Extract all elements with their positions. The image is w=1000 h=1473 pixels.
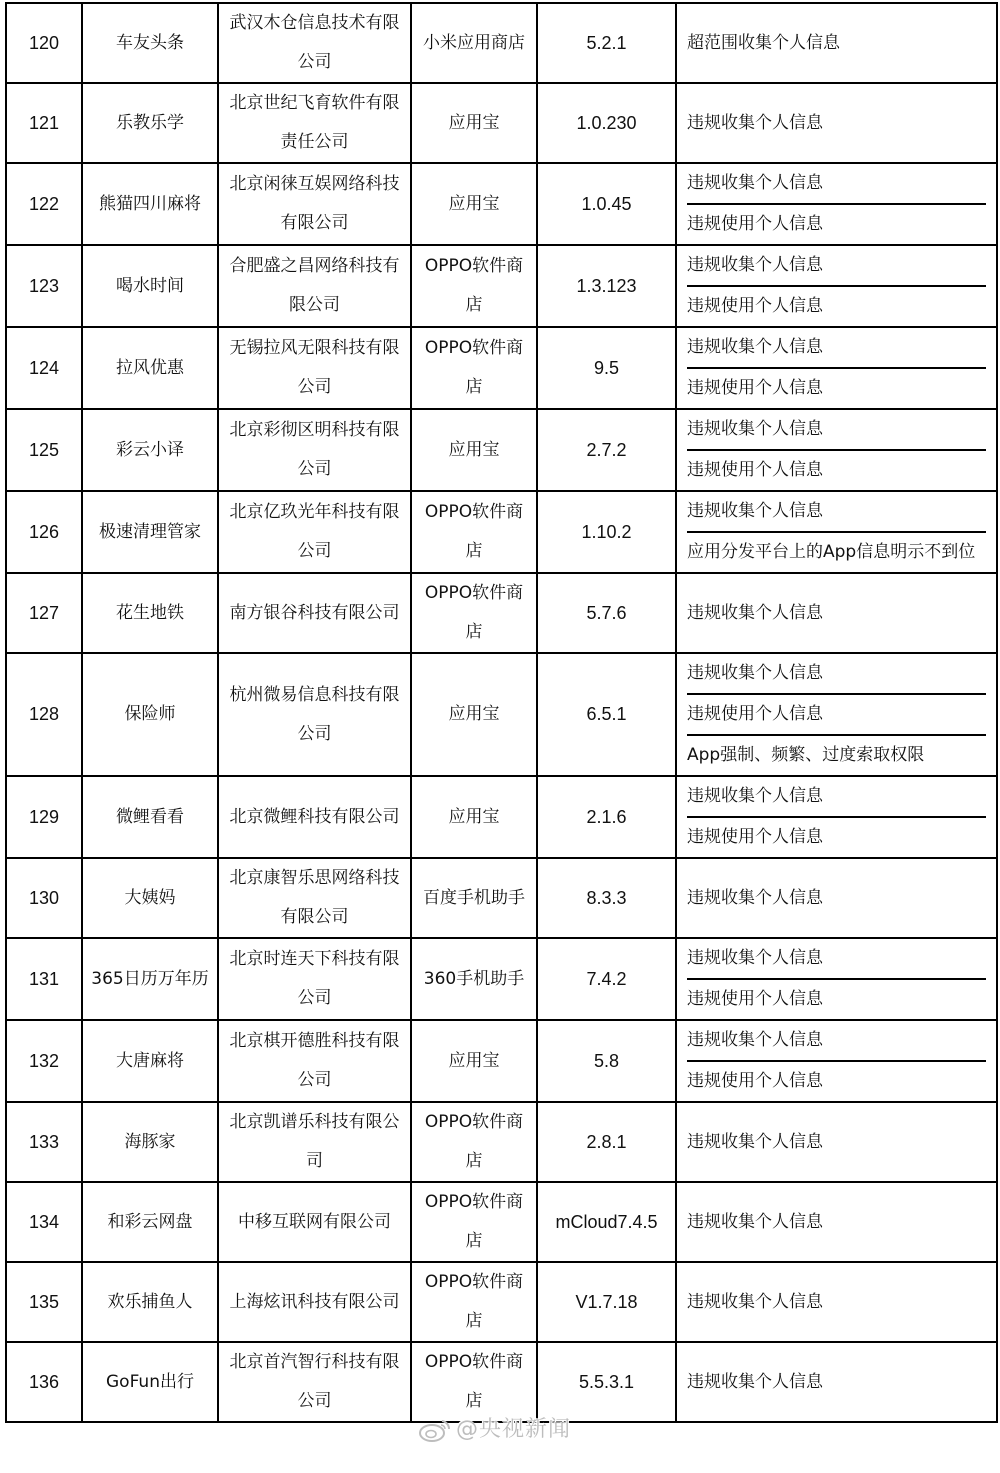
issue-item: 违规收集个人信息 — [687, 1211, 823, 1232]
issue-item: 超范围收集个人信息 — [687, 32, 840, 53]
company-cell: 北京世纪飞育软件有限责任公司 — [218, 83, 411, 163]
row-number-cell: 125 — [6, 409, 82, 491]
app-name-cell: 熊猫四川麻将 — [82, 163, 218, 245]
weibo-logo-icon — [418, 1417, 452, 1443]
store-cell: OPPO软件商店 — [411, 245, 537, 327]
issue-item: 违规使用个人信息 — [687, 367, 986, 408]
issues-cell — [676, 1182, 997, 1262]
app-name-cell: GoFun出行 — [82, 1342, 218, 1422]
issues-cell — [676, 409, 997, 491]
row-number-cell: 136 — [6, 1342, 82, 1422]
app-name-cell: 极速清理管家 — [82, 491, 218, 573]
row-number-cell: 133 — [6, 1102, 82, 1182]
issue-item: 违规收集个人信息 — [687, 419, 823, 439]
app-name-cell: 乐教乐学 — [82, 83, 218, 163]
issue-item: 违规收集个人信息 — [687, 663, 823, 683]
table-row — [6, 938, 997, 1020]
company-cell: 中移互联网有限公司 — [218, 1182, 411, 1262]
issue-item: 违规收集个人信息 — [687, 1291, 823, 1312]
row-number-cell: 123 — [6, 245, 82, 327]
company-cell: 武汉木仓信息技术有限公司 — [218, 3, 411, 83]
issue-item: 违规使用个人信息 — [687, 203, 986, 244]
version-cell: 5.2.1 — [537, 3, 676, 83]
table-row — [6, 1020, 997, 1102]
issue-item: 违规使用个人信息 — [687, 693, 986, 734]
company-cell: 北京彩彻区明科技有限公司 — [218, 409, 411, 491]
app-name-cell: 车友头条 — [82, 3, 218, 83]
issue-item: 违规收集个人信息 — [687, 602, 823, 623]
table-row — [6, 3, 997, 83]
issue-item: 违规使用个人信息 — [687, 978, 986, 1019]
issue-item: 违规收集个人信息 — [687, 786, 823, 806]
issue-item: 违规收集个人信息 — [687, 1131, 823, 1152]
version-cell: 5.8 — [537, 1020, 676, 1102]
issues-cell — [676, 3, 997, 83]
company-cell: 北京康智乐思网络科技有限公司 — [218, 858, 411, 938]
app-violation-table — [5, 2, 998, 1423]
store-cell: 应用宝 — [411, 1020, 537, 1102]
issues-cell — [676, 653, 997, 776]
app-name-cell: 微鲤看看 — [82, 776, 218, 858]
version-cell: 2.1.6 — [537, 776, 676, 858]
company-cell: 上海炫讯科技有限公司 — [218, 1262, 411, 1342]
version-cell: 1.0.45 — [537, 163, 676, 245]
store-cell: 应用宝 — [411, 776, 537, 858]
issue-item: 违规收集个人信息 — [687, 255, 823, 275]
issues-cell — [676, 1020, 997, 1102]
issues-cell — [676, 491, 997, 573]
version-cell: V1.7.18 — [537, 1262, 676, 1342]
issues-cell — [676, 1342, 997, 1422]
issue-item: 违规使用个人信息 — [687, 1060, 986, 1101]
row-number-cell: 135 — [6, 1262, 82, 1342]
company-cell: 北京时连天下科技有限公司 — [218, 938, 411, 1020]
app-name-cell: 花生地铁 — [82, 573, 218, 653]
store-cell: 应用宝 — [411, 653, 537, 776]
issue-item: 违规使用个人信息 — [687, 816, 986, 857]
company-cell: 北京凯谱乐科技有限公司 — [218, 1102, 411, 1182]
row-number-cell: 131 — [6, 938, 82, 1020]
issue-item: 违规使用个人信息 — [687, 449, 986, 490]
company-cell: 杭州微易信息科技有限公司 — [218, 653, 411, 776]
version-cell: 6.5.1 — [537, 653, 676, 776]
table-row — [6, 1182, 997, 1262]
issues-cell — [676, 83, 997, 163]
table-row — [6, 491, 997, 573]
company-cell: 合肥盛之昌网络科技有限公司 — [218, 245, 411, 327]
version-cell: 1.3.123 — [537, 245, 676, 327]
row-number-cell: 129 — [6, 776, 82, 858]
company-cell: 北京微鲤科技有限公司 — [218, 776, 411, 858]
issue-item: 违规收集个人信息 — [687, 948, 823, 968]
issues-cell — [676, 245, 997, 327]
row-number-cell: 121 — [6, 83, 82, 163]
issue-item: App强制、频繁、过度索取权限 — [687, 734, 986, 775]
table-row — [6, 573, 997, 653]
row-number-cell: 128 — [6, 653, 82, 776]
issue-item: 违规收集个人信息 — [687, 1030, 823, 1050]
table-row — [6, 653, 997, 776]
store-cell: OPPO软件商店 — [411, 1102, 537, 1182]
version-cell: 9.5 — [537, 327, 676, 409]
table-row — [6, 245, 997, 327]
issues-cell — [676, 573, 997, 653]
app-name-cell: 保险师 — [82, 653, 218, 776]
issues-cell — [676, 327, 997, 409]
table-row — [6, 776, 997, 858]
row-number-cell: 126 — [6, 491, 82, 573]
version-cell: 5.5.3.1 — [537, 1342, 676, 1422]
issue-item: 违规收集个人信息 — [687, 173, 823, 193]
table-row — [6, 83, 997, 163]
company-cell: 北京棋开德胜科技有限公司 — [218, 1020, 411, 1102]
store-cell: 应用宝 — [411, 163, 537, 245]
store-cell: OPPO软件商店 — [411, 1262, 537, 1342]
app-name-cell: 拉风优惠 — [82, 327, 218, 409]
table-row — [6, 409, 997, 491]
row-number-cell: 122 — [6, 163, 82, 245]
app-name-cell: 喝水时间 — [82, 245, 218, 327]
store-cell: 百度手机助手 — [411, 858, 537, 938]
app-name-cell: 大姨妈 — [82, 858, 218, 938]
issues-cell — [676, 1102, 997, 1182]
table-row — [6, 327, 997, 409]
store-cell: 360手机助手 — [411, 938, 537, 1020]
company-cell: 无锡拉风无限科技有限公司 — [218, 327, 411, 409]
store-cell: 小米应用商店 — [411, 3, 537, 83]
row-number-cell: 134 — [6, 1182, 82, 1262]
issues-cell — [676, 1262, 997, 1342]
issue-item: 违规使用个人信息 — [687, 285, 986, 326]
row-number-cell: 124 — [6, 327, 82, 409]
store-cell: OPPO软件商店 — [411, 491, 537, 573]
issues-cell — [676, 858, 997, 938]
version-cell: 2.7.2 — [537, 409, 676, 491]
version-cell: 1.0.230 — [537, 83, 676, 163]
version-cell: 2.8.1 — [537, 1102, 676, 1182]
table-row — [6, 858, 997, 938]
issues-cell — [676, 938, 997, 1020]
issue-item: 违规收集个人信息 — [687, 112, 823, 133]
app-name-cell: 和彩云网盘 — [82, 1182, 218, 1262]
app-name-cell: 欢乐捕鱼人 — [82, 1262, 218, 1342]
table-body — [6, 3, 997, 1422]
row-number-cell: 120 — [6, 3, 82, 83]
issue-item: 违规收集个人信息 — [687, 1371, 823, 1392]
watermark-text: @央视新闻 — [456, 1417, 572, 1442]
version-cell: 8.3.3 — [537, 858, 676, 938]
store-cell: 应用宝 — [411, 409, 537, 491]
store-cell: OPPO软件商店 — [411, 1182, 537, 1262]
store-cell: OPPO软件商店 — [411, 327, 537, 409]
company-cell: 北京首汽智行科技有限公司 — [218, 1342, 411, 1422]
table-row — [6, 1262, 997, 1342]
app-name-cell: 彩云小译 — [82, 409, 218, 491]
issue-item: 应用分发平台上的App信息明示不到位 — [687, 531, 986, 572]
store-cell: OPPO软件商店 — [411, 1342, 537, 1422]
row-number-cell: 130 — [6, 858, 82, 938]
row-number-cell: 132 — [6, 1020, 82, 1102]
company-cell: 南方银谷科技有限公司 — [218, 573, 411, 653]
company-cell: 北京闲徕互娱网络科技有限公司 — [218, 163, 411, 245]
watermark — [418, 1412, 571, 1443]
table-row — [6, 1102, 997, 1182]
issue-item: 违规收集个人信息 — [687, 887, 823, 908]
issues-cell — [676, 163, 997, 245]
version-cell: 1.10.2 — [537, 491, 676, 573]
row-number-cell: 127 — [6, 573, 82, 653]
version-cell: mCloud7.4.5 — [537, 1182, 676, 1262]
store-cell: 应用宝 — [411, 83, 537, 163]
issue-item: 违规收集个人信息 — [687, 501, 823, 521]
table-row — [6, 1342, 997, 1422]
table-row — [6, 163, 997, 245]
company-cell: 北京亿玖光年科技有限公司 — [218, 491, 411, 573]
issues-cell — [676, 776, 997, 858]
version-cell: 7.4.2 — [537, 938, 676, 1020]
issue-item: 违规收集个人信息 — [687, 337, 823, 357]
store-cell: OPPO软件商店 — [411, 573, 537, 653]
version-cell: 5.7.6 — [537, 573, 676, 653]
app-name-cell: 大唐麻将 — [82, 1020, 218, 1102]
app-name-cell: 海豚家 — [82, 1102, 218, 1182]
app-name-cell: 365日历万年历 — [82, 938, 218, 1020]
